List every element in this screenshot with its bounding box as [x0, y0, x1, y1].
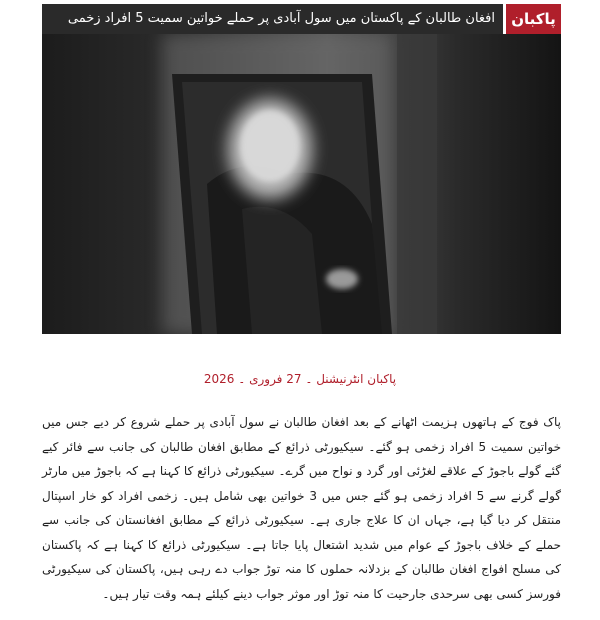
article-paragraph: پاک فوج کے ہاتھوں ہزیمت اٹھانے کے بعد افغان طالبان نے سول آبادی پر حملے شروع کر دیے جس میں خواتین سمیت 5 افراد زخمی ہو گئے۔ سیکیورٹی ذرائع کے مطابق افغان طالبان کی جانب سے فائر کیے گئے گولے باجوڑ کے علاقے لغڑئی اور گرد و نواح میں گرے۔ سیکیورٹی ذرائع کا کہنا ہے کہ باجوڑ میں مارٹر گولے گرنے سے 5 افراد زخمی ہو گئے جس میں 3 خواتین بھی شامل ہیں۔ زخمی افراد کو خار اسپتال منتقل کر دیا گیا ہے، جہاں ان کا علاج جاری ہے۔ سیکیورٹی ذرائع کے مطابق افغانستان کی جانب سے حملے کے خلاف باجوڑ کے عوام میں شدید اشتعال پایا جاتا ہے۔ سیکیورٹی ذرائع کا کہنا ہے کہ پاکستان کی مسلح افواج افغان طالبان کے بزدلانہ حملوں کا منہ توڑ جواب دے رہی ہیں، پاکستان کی سیکیورٹی فورسز کسی بھی سرحدی جارحیت کا منہ توڑ اور موثر جواب دینے کیلئے ہمہ وقت تیار ہیں۔ — [42, 415, 561, 601]
news-photo — [42, 34, 561, 334]
article-body — [42, 410, 561, 606]
brand-logo: پاکبان — [503, 4, 561, 34]
headline-text: افغان طالبان کے پاکستان میں سول آبادی پر حملے خواتین سمیت 5 افراد زخمی — [67, 11, 495, 26]
dateline: پاکبان انٹرنیشنل ۔ 27 فروری ۔ 2026 — [203, 372, 397, 386]
headline-bar — [42, 4, 503, 34]
